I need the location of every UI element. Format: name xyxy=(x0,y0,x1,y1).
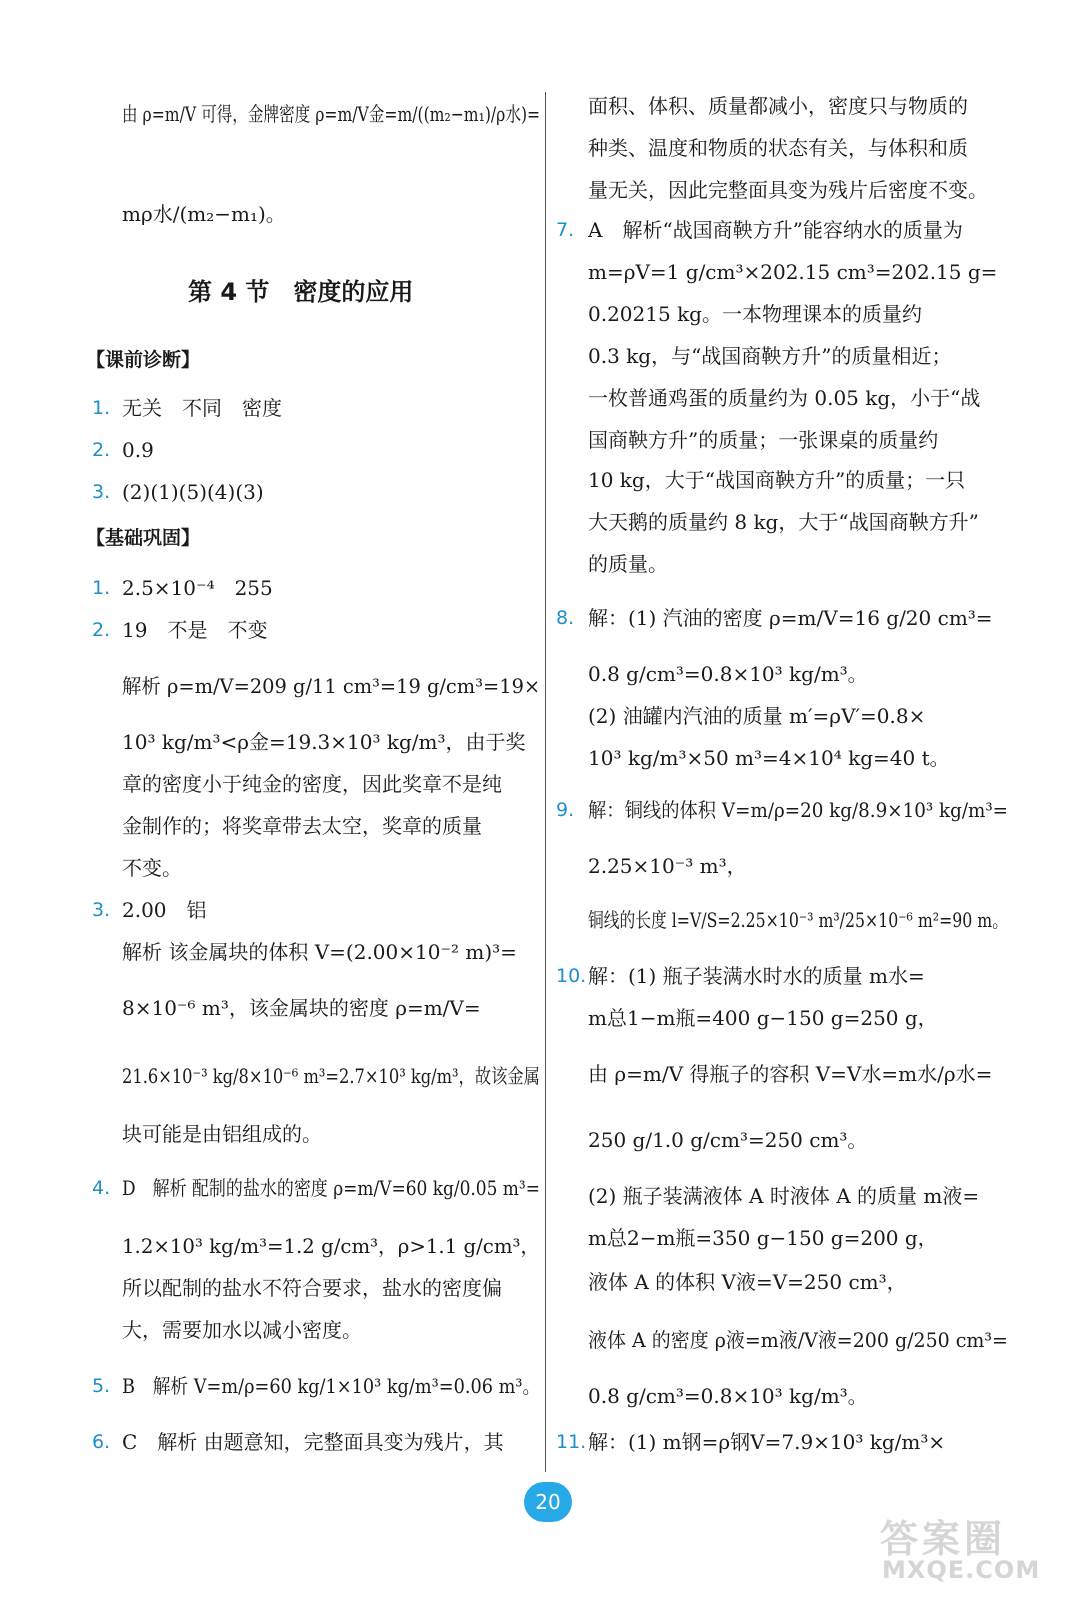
answer-text: 2.25×10⁻³ m³， xyxy=(588,854,747,878)
answer-text: 一枚普通鸡蛋的质量约为 0.05 kg，小于“战 xyxy=(588,386,981,410)
answer-text: 8×10⁻⁶ m³，该金属块的密度 ρ=m/V= xyxy=(122,996,481,1020)
answer-text: (2)(1)(5)(4)(3) xyxy=(122,480,264,504)
watermark-top: 答案圈 xyxy=(880,1517,1007,1561)
page-number: 20 xyxy=(524,1482,572,1522)
item-number: 9. xyxy=(556,799,575,821)
answer-text: 液体 A 的体积 V液=V=250 cm³， xyxy=(588,1270,907,1294)
answer-text: mρ水/(m₂−m₁)。 xyxy=(122,202,286,226)
answer-text: A 解析“战国商鞅方升”能容纳水的质量为 xyxy=(588,218,963,242)
item-number: 11. xyxy=(556,1431,587,1453)
answer-text: (2) 油罐内汽油的质量 m′=ρV′=0.8× xyxy=(588,704,926,728)
answer-text: 大天鹅的质量约 8 kg，大于“战国商鞅方升” xyxy=(588,510,979,534)
answer-text: 2.00 铝 xyxy=(122,898,207,922)
answer-text: 2.5×10⁻⁴ 255 xyxy=(122,576,273,600)
answer-text: 解：(1) m钢=ρ钢V=7.9×10³ kg/m³× xyxy=(588,1430,946,1454)
answer-text: 不变。 xyxy=(122,856,182,880)
answer-text: 21.6×10⁻³ kg/8×10⁻⁶ m³=2.7×10³ kg/m³，故该金属 xyxy=(122,1064,540,1088)
answer-text: 大，需要加水以减小密度。 xyxy=(122,1318,362,1342)
item-number: 1. xyxy=(92,397,111,419)
answer-text: 的质量。 xyxy=(588,552,668,576)
answer-text: 10³ kg/m³×50 m³=4×10⁴ kg=40 t。 xyxy=(588,746,950,770)
section-heading: 第 4 节 密度的应用 xyxy=(188,278,414,306)
item-number: 2. xyxy=(92,439,111,461)
answer-text: 液体 A 的密度 ρ液=m液/V液=200 g/250 cm³= xyxy=(588,1328,1008,1352)
answer-text: 种类、温度和物质的状态有关，与体积和质 xyxy=(588,136,968,160)
answer-text: 1.2×10³ kg/m³=1.2 g/cm³，ρ>1.1 g/cm³， xyxy=(122,1234,541,1258)
answer-text: 19 不是 不变 xyxy=(122,618,268,642)
answer-text: 由 ρ=m/V 可得，金牌密度 ρ=m/V金=m/((m₂−m₁)/ρ水)= xyxy=(122,102,541,126)
item-number: 7. xyxy=(556,219,575,241)
answer-text: 10³ kg/m³<ρ金=19.3×10³ kg/m³，由于奖 xyxy=(122,730,526,754)
answer-text: C 解析 由题意知，完整面具变为残片，其 xyxy=(122,1430,504,1454)
item-number: 10. xyxy=(556,965,587,987)
answer-text: 0.3 kg，与“战国商鞅方升”的质量相近； xyxy=(588,344,952,368)
answer-text: 250 g/1.0 g/cm³=250 cm³。 xyxy=(588,1128,868,1152)
answer-text: 章的密度小于纯金的密度，因此奖章不是纯 xyxy=(122,772,502,796)
answer-text: 量无关，因此完整面具变为残片后密度不变。 xyxy=(588,178,988,202)
answer-text: 所以配制的盐水不符合要求，盐水的密度偏 xyxy=(122,1276,502,1300)
answer-text: 铜线的长度 l=V/S=2.25×10⁻³ m³/25×10⁻⁶ m²=90 m。 xyxy=(588,908,1008,932)
answer-text: 0.9 xyxy=(122,438,154,462)
answer-text: 面积、体积、质量都减小，密度只与物质的 xyxy=(588,94,968,118)
item-number: 1. xyxy=(92,577,111,599)
answer-text: (2) 瓶子装满液体 A 时液体 A 的质量 m液= xyxy=(588,1184,980,1208)
answer-text: 国商鞅方升”的质量；一张课桌的质量约 xyxy=(588,428,939,452)
answer-text: 块可能是由铝组成的。 xyxy=(122,1122,322,1146)
answer-text: 0.8 g/cm³=0.8×10³ kg/m³。 xyxy=(588,1384,868,1408)
answer-text: D 解析 配制的盐水的密度 ρ=m/V=60 kg/0.05 m³= xyxy=(122,1176,540,1200)
answer-text: 解：(1) 汽油的密度 ρ=m/V=16 g/20 cm³= xyxy=(588,606,993,630)
answer-text: 解析 ρ=m/V=209 g/11 cm³=19 g/cm³=19× xyxy=(122,674,541,698)
answer-text: 金制作的；将奖章带去太空，奖章的质量 xyxy=(122,814,482,838)
item-number: 3. xyxy=(92,899,111,921)
item-number: 2. xyxy=(92,619,111,641)
answer-text: 10 kg，大于“战国商鞅方升”的质量；一只 xyxy=(588,468,966,492)
watermark-bottom: MXQE.COM xyxy=(882,1556,1041,1584)
subsection-label: 【课前诊断】 xyxy=(86,349,201,371)
item-number: 3. xyxy=(92,481,111,503)
answer-text: 0.20215 kg。一本物理课本的质量约 xyxy=(588,302,922,326)
answer-text: 解析 该金属块的体积 V=(2.00×10⁻² m)³= xyxy=(122,940,517,964)
item-number: 6. xyxy=(92,1431,111,1453)
watermark-logo xyxy=(880,1508,1050,1588)
answer-text: 解：铜线的体积 V=m/ρ=20 kg/8.9×10³ kg/m³= xyxy=(588,798,1009,822)
answer-text: 0.8 g/cm³=0.8×10³ kg/m³。 xyxy=(588,662,868,686)
item-number: 4. xyxy=(92,1177,111,1199)
answer-text: 由 ρ=m/V 得瓶子的容积 V=V水=m水/ρ水= xyxy=(588,1062,993,1086)
item-number: 5. xyxy=(92,1375,111,1397)
answer-text: m总2−m瓶=350 g−150 g=200 g， xyxy=(588,1226,938,1250)
subsection-label: 【基础巩固】 xyxy=(86,527,201,549)
column-divider xyxy=(545,92,546,1472)
answer-text: B 解析 V=m/ρ=60 kg/1×10³ kg/m³=0.06 m³。 xyxy=(122,1374,541,1398)
answer-text: 无关 不同 密度 xyxy=(122,396,282,420)
answer-text: m总1−m瓶=400 g−150 g=250 g， xyxy=(588,1006,938,1030)
answer-text: m=ρV=1 g/cm³×202.15 cm³=202.15 g= xyxy=(588,260,998,284)
answer-text: 解：(1) 瓶子装满水时水的质量 m水= xyxy=(588,964,925,988)
item-number: 8. xyxy=(556,607,575,629)
